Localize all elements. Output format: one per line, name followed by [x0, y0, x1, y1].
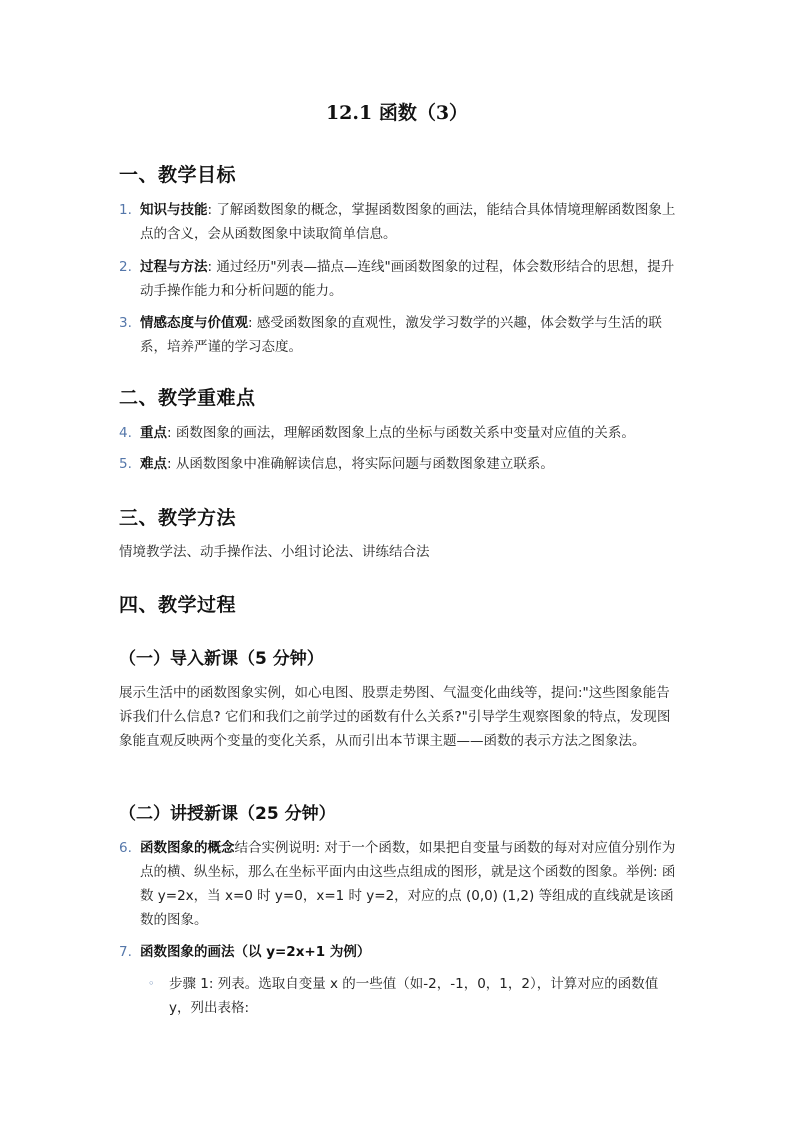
- intro-paragraph: 展示生活中的函数图象实例，如心电图、股票走势图、气温变化曲线等，提问:"这些图象能告诉我们什么信息? 它们和我们之前学过的函数有什么关系?"引导学生观察图象的特点，发现图象能直观反映两个变量的变化关系，从而引出本节课主题——函数的表示方法之图象法。: [119, 685, 671, 749]
- list-number: 6.: [119, 840, 132, 856]
- list-item-label: 重点: [140, 425, 167, 441]
- sub-list-item: [148, 972, 678, 1020]
- page-title: 12.1 函数（3）: [325, 102, 469, 124]
- list-item: [119, 311, 679, 359]
- list-item: [119, 255, 679, 303]
- section-heading-methods: 三、教学方法: [119, 507, 237, 529]
- list-item: [119, 198, 679, 246]
- list-item-label: 函数图象的画法（以 y=2x+1 为例）: [140, 944, 371, 960]
- list-number: 1.: [119, 202, 132, 218]
- section-heading-process: 四、教学过程: [119, 594, 237, 616]
- list-item-label: 过程与方法: [140, 259, 208, 275]
- list-item-label: 函数图象的概念: [140, 840, 235, 856]
- list-item: [119, 421, 679, 445]
- subsection-heading-new-lesson: （二）讲授新课（25 分钟）: [119, 804, 336, 824]
- list-item-text: : 从函数图象中准确解读信息，将实际问题与函数图象建立联系。: [167, 456, 554, 472]
- list-number: 7.: [119, 944, 132, 960]
- list-item-text: 结合实例说明: 对于一个函数，如果把自变量与函数的每对对应值分别作为点的横、纵坐标，那么在坐标平面内由这些点组成的图形，就是这个函数的图象。举例: 函数 y=2x，当 x=0 时 y=0，x=1 时 y=2，对应的点 (0,0) (1,2) 等组成的直线就是该函数的图象。: [140, 840, 676, 928]
- list-item-text: : 通过经历"列表—描点—连线"画函数图象的过程，体会数形结合的思想，提升动手操作能力和分析问题的能力。: [140, 259, 675, 299]
- list-number: 3.: [119, 315, 132, 331]
- list-item-text: : 感受函数图象的直观性，激发学习数学的兴趣，体会数学与生活的联系，培养严谨的学习态度。: [140, 315, 662, 355]
- list-item-text: : 了解函数图象的概念，掌握函数图象的画法，能结合具体情境理解函数图象上点的含义，会从函数图象中读取简单信息。: [140, 202, 676, 242]
- list-item: [119, 452, 679, 476]
- section-heading-key-points: 二、教学重难点: [119, 387, 256, 409]
- methods-text: 情境教学法、动手操作法、小组讨论法、讲练结合法: [119, 544, 430, 560]
- subsection-heading-intro: （一）导入新课（5 分钟）: [119, 649, 324, 669]
- bullet-icon: ◦: [148, 977, 155, 990]
- list-item-label: 情感态度与价值观: [140, 315, 248, 331]
- list-number: 2.: [119, 259, 132, 275]
- list-number: 4.: [119, 425, 132, 441]
- section-heading-objectives: 一、教学目标: [119, 164, 237, 186]
- list-item-text: : 函数图象的画法，理解函数图象上点的坐标与函数关系中变量对应值的关系。: [167, 425, 635, 441]
- list-item-label: 知识与技能: [140, 202, 208, 218]
- sub-list-item-text: 步骤 1: 列表。选取自变量 x 的一些值（如-2，-1，0，1，2），计算对应的函数值 y，列出表格:: [169, 976, 659, 1016]
- list-item-label: 难点: [140, 456, 167, 472]
- list-item: [119, 940, 679, 964]
- list-number: 5.: [119, 456, 132, 472]
- list-item: [119, 836, 679, 932]
